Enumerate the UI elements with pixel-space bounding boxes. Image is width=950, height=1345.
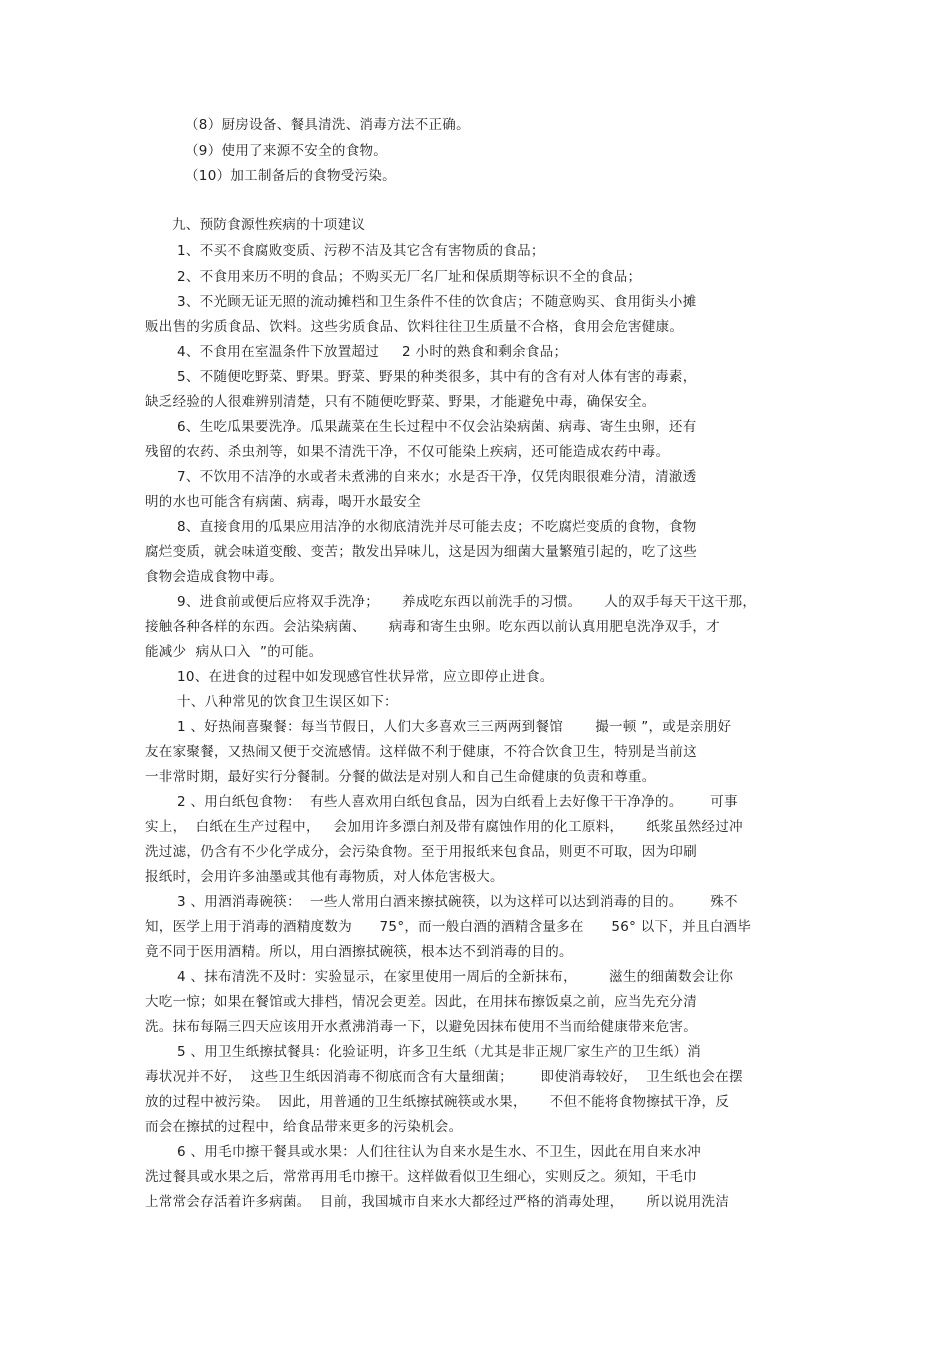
text-line: 一非常时期，最好实行分餐制。分餐的做法是对别人和自己生命健康的负责和尊重。 bbox=[145, 769, 656, 785]
text-line: 大吃一惊；如果在餐馆或大排档，情况会更差。因此，在用抹布擦饭桌之前，应当先充分清 bbox=[145, 994, 697, 1010]
text-line: 竟不同于医用酒精。所以，用白酒擦拭碗筷，根本达不到消毒的目的。 bbox=[145, 944, 573, 960]
text-line: 接触各种各样的东西。会沾染病菌、 病毒和寄生虫卵。吃东西以前认真用肥皂洗净双手，才 bbox=[145, 619, 720, 635]
text-line: 而会在擦拭的过程中，给食品带来更多的污染机会。 bbox=[145, 1119, 463, 1135]
text-line: 能减少 病从口入 ”的可能。 bbox=[145, 644, 323, 660]
text-line: 2、不食用来历不明的食品；不购买无厂名厂址和保质期等标识不全的食品； bbox=[177, 269, 642, 285]
text-line: 7、不饮用不洁净的水或者未煮沸的自来水；水是否干净，仅凭肉眼很难分清，清澈透 bbox=[177, 469, 697, 485]
text-line: （10）加工制备后的食物受污染。 bbox=[185, 168, 396, 184]
text-line: （9）使用了来源不安全的食物。 bbox=[185, 143, 388, 159]
text-line: 贩出售的劣质食品、饮料。这些劣质食品、饮料往往卫生质量不合格，食用会危害健康。 bbox=[145, 319, 684, 335]
text-line: 4、不食用在室温条件下放置超过 2 小时的熟食和剩余食品； bbox=[177, 344, 568, 360]
text-line: 上常常会存活着许多病菌。 目前，我国城市自来水大都经过严格的消毒处理， 所以说用洗洁 bbox=[145, 1194, 730, 1210]
text-line: 实上， 白纸在生产过程中， 会加用许多漂白剂及带有腐蚀作用的化工原料， 纸浆虽然经过冲 bbox=[145, 819, 743, 835]
text-line: 十、八种常见的饮食卫生误区如下： bbox=[177, 694, 398, 710]
text-line: 8、直接食用的瓜果应用洁净的水彻底清洗并尽可能去皮；不吃腐烂变质的食物，食物 bbox=[177, 519, 697, 535]
text-line: 5 、用卫生纸擦拭餐具：化验证明，许多卫生纸（尤其是非正规厂家生产的卫生纸）消 bbox=[177, 1044, 702, 1060]
text-line: 10、在进食的过程中如发现感官性状异常，应立即停止进食。 bbox=[177, 669, 554, 685]
text-line: 1 、好热闹喜聚餐：每当节假日，人们大多喜欢三三两两到餐馆 撮一顿 ”，或是亲朋好 bbox=[177, 719, 732, 735]
text-line: 洗。抹布每隔三四天应该用开水煮沸消毒一下，以避免因抹布使用不当而给健康带来危害。 bbox=[145, 1019, 697, 1035]
text-line: 残留的农药、杀虫剂等，如果不清洗干净，不仅可能染上疾病，还可能造成农药中毒。 bbox=[145, 444, 670, 460]
text-line: 九、预防食源性疾病的十项建议 bbox=[172, 217, 366, 233]
text-line: 4 、抹布清洗不及时：实验显示，在家里使用一周后的全新抹布， 滋生的细菌数会让你 bbox=[177, 969, 734, 985]
text-line: 报纸时，会用许多油墨或其他有毒物质，对人体危害极大。 bbox=[145, 869, 504, 885]
text-line: 友在家聚餐，又热闹又便于交流感情。这样做不利于健康，不符合饮食卫生，特别是当前这 bbox=[145, 744, 697, 760]
text-line: 明的水也可能含有病菌、病毒，喝开水最安全 bbox=[145, 494, 421, 510]
text-line: 缺乏经验的人很难辨别清楚，只有不随便吃野菜、野果，才能避免中毒，确保安全。 bbox=[145, 394, 656, 410]
text-line: 食物会造成食物中毒。 bbox=[145, 569, 283, 585]
text-line: 毒状况并不好， 这些卫生纸因消毒不彻底而含有大量细菌； 即使消毒较好， 卫生纸也会在摆 bbox=[145, 1069, 743, 1085]
text-line: 9、进食前或便后应将双手洗净； 养成吃东西以前洗手的习惯。 人的双手每天干这干那， bbox=[177, 594, 757, 610]
text-line: 5、不随便吃野菜、野果。野菜、野果的种类很多，其中有的含有对人体有害的毒素， bbox=[177, 369, 697, 385]
text-line: 洗过滤，仍含有不少化学成分，会污染食物。至于用报纸来包食品，则更不可取，因为印刷 bbox=[145, 844, 697, 860]
text-line: 6 、用毛巾擦干餐具或水果：人们往往认为自来水是生水、不卫生，因此在用自来水冲 bbox=[177, 1144, 702, 1160]
text-line: 3、不光顾无证无照的流动摊档和卫生条件不佳的饮食店；不随意购买、食用街头小摊 bbox=[177, 294, 697, 310]
text-line: 3 、用酒消毒碗筷： 一些人常用白酒来擦拭碗筷，以为这样可以达到消毒的目的。 殊不 bbox=[177, 894, 738, 910]
text-line: 洗过餐具或水果之后，常常再用毛巾擦干。这样做看似卫生细心，实则反之。须知，干毛巾 bbox=[145, 1169, 697, 1185]
text-line: （8）厨房设备、餐具清洗、消毒方法不正确。 bbox=[185, 117, 470, 133]
text-line: 1、不买不食腐败变质、污秽不洁及其它含有害物质的食品； bbox=[177, 243, 545, 259]
text-line: 腐烂变质，就会味道变酸、变苦；散发出异味儿，这是因为细菌大量繁殖引起的，吃了这些 bbox=[145, 544, 697, 560]
text-line: 放的过程中被污染。 因此，用普通的卫生纸擦拭碗筷或水果， 不但不能将食物擦拭干净，反 bbox=[145, 1094, 730, 1110]
text-line: 6、生吃瓜果要洗净。瓜果蔬菜在生长过程中不仅会沾染病菌、病毒、寄生虫卵，还有 bbox=[177, 419, 697, 435]
text-line: 知，医学上用于消毒的酒精度数为 75°，而一般白酒的酒精含量多在 56° 以下，并且白酒毕 bbox=[145, 919, 752, 935]
text-line: 2 、用白纸包食物： 有些人喜欢用白纸包食品，因为白纸看上去好像干干净净的。 可事 bbox=[177, 794, 738, 810]
